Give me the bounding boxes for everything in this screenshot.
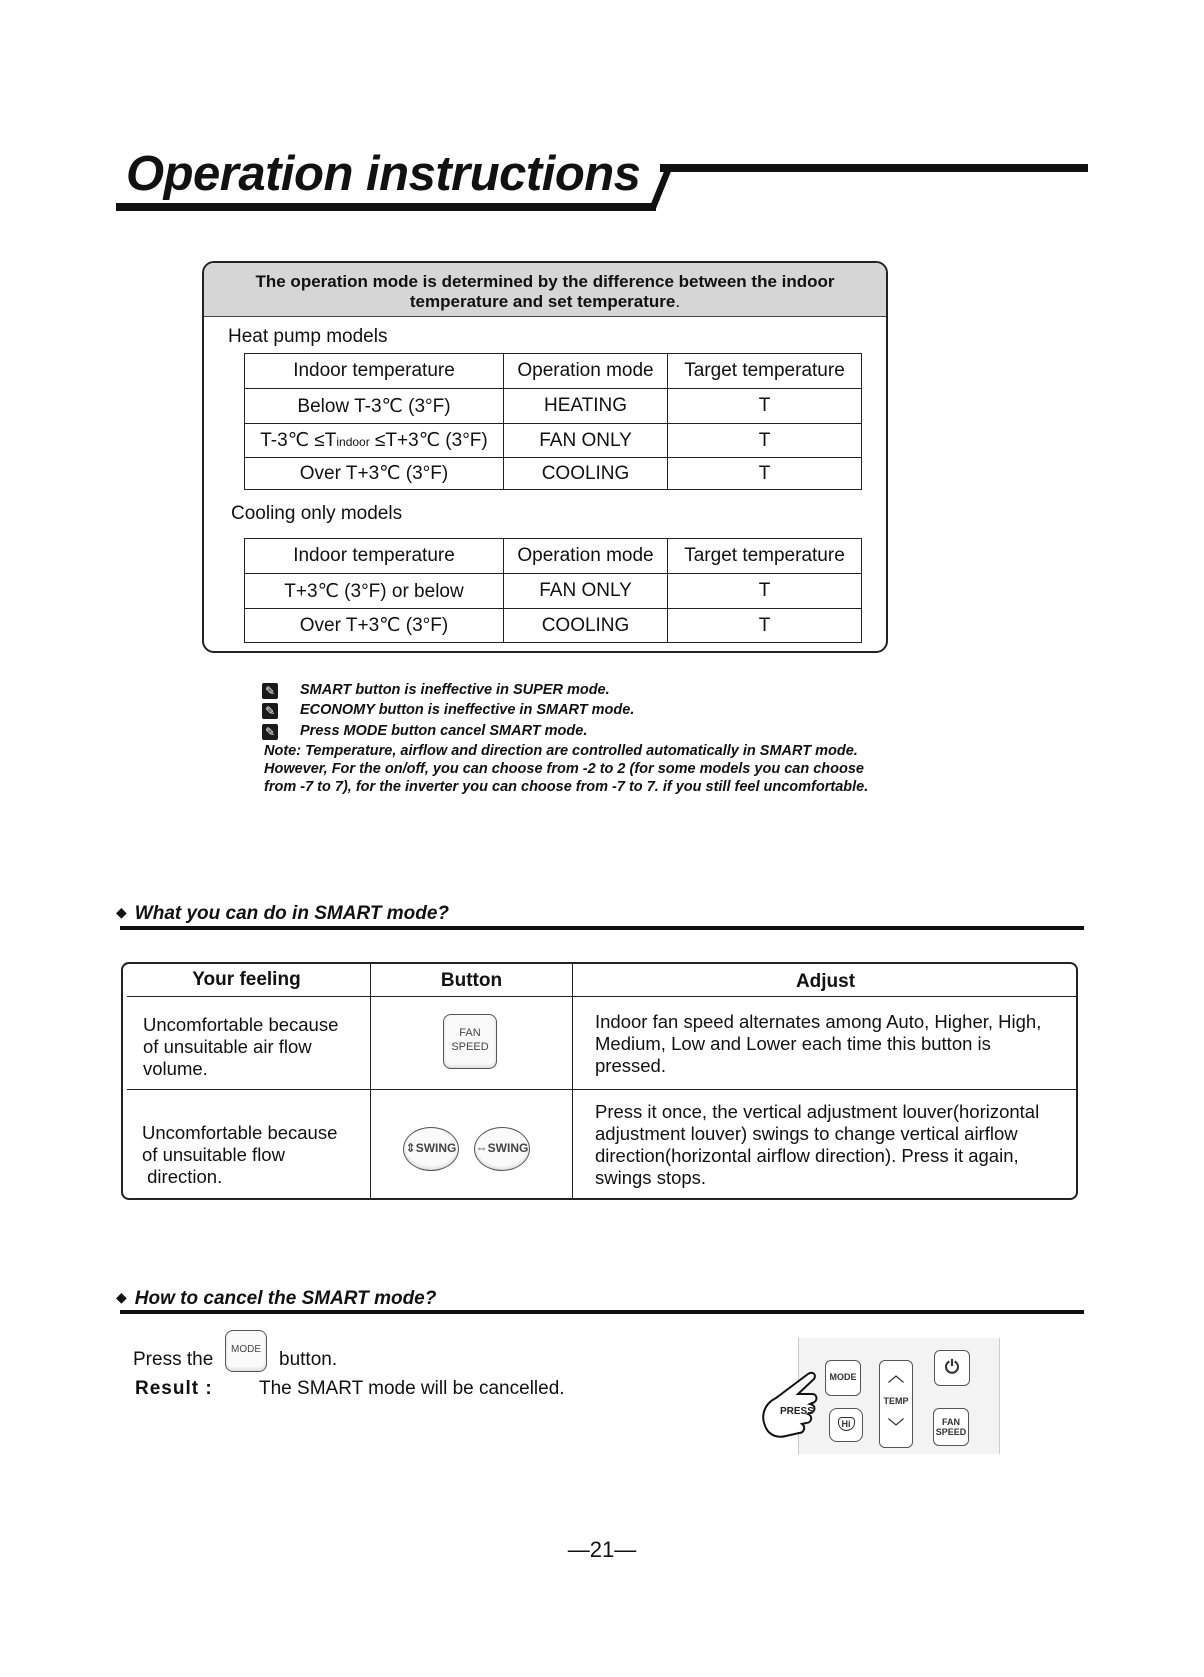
col-header-indoor: Indoor temperature <box>245 539 504 574</box>
feeling-line: Uncomfortable because <box>142 1122 338 1143</box>
adjust-line: Indoor fan speed alternates among Auto, Higher, High, <box>595 1011 1042 1032</box>
adjust-line: adjustment louver) swings to change vertical airflow <box>595 1123 1018 1144</box>
smart-mode-table <box>121 962 1078 1200</box>
diamond-bullet-icon: ◆ <box>116 1289 127 1305</box>
smart-section-heading <box>116 903 449 925</box>
col-header-target: Target temperature <box>668 354 862 389</box>
remote-fan-speed-button <box>933 1408 969 1446</box>
swing-vertical-button-icon: ⇕SWING <box>403 1127 459 1171</box>
remote-mode-button: MODE <box>825 1360 861 1396</box>
feeling-cell <box>143 1014 338 1080</box>
feeling-line: direction. <box>142 1166 223 1187</box>
fan-speed-button-line: FAN <box>459 1027 481 1039</box>
mode-box-header-line2 <box>204 292 886 312</box>
swing-button-label: SWING <box>487 1141 529 1155</box>
title-rule-right <box>660 164 1088 172</box>
adjust-line: swings stops. <box>595 1167 707 1188</box>
adjust-line: direction(horizontal airflow direction). Press it again, <box>595 1145 1019 1166</box>
column-divider <box>370 964 371 1198</box>
indoor-cell-part-b: ≤T+3℃ (3°F) <box>369 430 488 451</box>
smart-section-rule <box>120 926 1084 930</box>
row-divider <box>127 1089 1076 1090</box>
mode-cell: HEATING <box>504 389 668 424</box>
feeling-cell <box>142 1122 337 1188</box>
col-header-mode: Operation mode <box>504 539 668 574</box>
target-cell: T <box>668 424 862 458</box>
adjust-line: pressed. <box>595 1055 666 1076</box>
button-word-text: button. <box>279 1349 338 1370</box>
page-number <box>0 1537 1204 1563</box>
table-row <box>245 458 862 490</box>
shield-icon: Hi <box>838 1417 855 1431</box>
mode-box-header <box>204 263 886 317</box>
feeling-line: Uncomfortable because <box>143 1014 339 1035</box>
indoor-cell: Over T+3℃ (3°F) <box>245 458 504 490</box>
cooling-only-label: Cooling only models <box>231 503 403 524</box>
col-header-indoor: Indoor temperature <box>245 354 504 389</box>
note-item <box>262 682 962 702</box>
remote-temp-label: TEMP <box>883 1396 909 1406</box>
result-label: Result : <box>135 1378 213 1399</box>
indoor-cell: Below T-3℃ (3°F) <box>245 389 504 424</box>
table-row <box>245 574 862 609</box>
mode-box-header-line1: The operation mode is determined by the difference between the indoor <box>255 272 835 291</box>
fan-speed-button-icon <box>443 1014 497 1069</box>
page-number-value: 21 <box>589 1537 615 1562</box>
remote-temp-button <box>879 1360 913 1448</box>
adjust-cell <box>595 1101 1039 1189</box>
target-cell: T <box>668 458 862 490</box>
fan-speed-button-line: SPEED <box>451 1041 489 1053</box>
result-text: The SMART mode will be cancelled. <box>259 1378 565 1399</box>
mode-cell: FAN ONLY <box>504 424 668 458</box>
target-cell: T <box>668 574 862 609</box>
cooling-only-table <box>244 538 862 643</box>
target-cell: T <box>668 609 862 643</box>
note-item <box>262 702 962 722</box>
col-header-feeling: Your feeling <box>192 969 301 990</box>
feeling-line: volume. <box>143 1058 208 1079</box>
cancel-section-heading <box>116 1288 436 1310</box>
mode-button-icon: MODE <box>225 1330 267 1372</box>
note-line: from -7 to 7), for the inverter you can choose from -7 to 7. if you still feel uncomfortable. <box>264 779 869 795</box>
table-header-row <box>245 354 862 389</box>
mode-cell: COOLING <box>504 458 668 490</box>
note-paragraph <box>264 742 868 796</box>
chevron-down-icon: ﹀ <box>887 1419 904 1436</box>
target-cell: T <box>668 389 862 424</box>
swing-button-label: SWING <box>415 1141 457 1155</box>
indoor-cell: Over T+3℃ (3°F) <box>245 609 504 643</box>
note-line: However, For the on/off, you can choose from -2 to 2 (for some models you can choose <box>264 761 864 777</box>
heat-pump-label: Heat pump models <box>228 326 388 347</box>
note-item-text: ECONOMY button is ineffective in SMART mode. <box>300 702 635 718</box>
column-divider <box>572 964 573 1198</box>
remote-hi-button <box>829 1408 863 1442</box>
mode-box-header-line2-text: temperature and set temperature <box>409 292 676 311</box>
mode-cell: COOLING <box>504 609 668 643</box>
page-number-dash-right: — <box>614 1537 637 1562</box>
table-row <box>245 424 862 458</box>
mode-cell: FAN ONLY <box>504 574 668 609</box>
smart-section-heading-text: What you can do in SMART mode? <box>134 903 449 924</box>
title-underline <box>116 203 656 211</box>
table-row <box>245 609 862 643</box>
page-number-dash-left: — <box>567 1537 590 1562</box>
remote-fan-label: FAN <box>942 1417 960 1427</box>
table-header-row <box>245 539 862 574</box>
swing-horizontal-button-icon: ⇔SWING <box>474 1127 530 1171</box>
cancel-section-heading-text: How to cancel the SMART mode? <box>134 1288 437 1309</box>
note-check-icon: ✎ <box>262 703 278 719</box>
adjust-line: Press it once, the vertical adjustment louver(horizontal <box>595 1101 1040 1122</box>
indoor-subscript: indoor <box>336 435 370 449</box>
press-the-text: Press the <box>133 1349 214 1370</box>
mode-box-header-period: . <box>675 292 681 311</box>
note-line: Note: Temperature, airflow and direction are controlled automatically in SMART mode. <box>264 743 858 759</box>
page-title: Operation instructions <box>126 147 641 201</box>
heat-pump-table <box>244 353 862 490</box>
press-label: PRESS <box>780 1406 814 1417</box>
feeling-line: of unsuitable air flow <box>143 1036 312 1057</box>
col-header-mode: Operation mode <box>504 354 668 389</box>
col-header-button: Button <box>440 970 503 991</box>
note-item-text: SMART button is ineffective in SUPER mode. <box>300 682 610 698</box>
note-item-text: Press MODE button cancel SMART mode. <box>300 723 588 739</box>
col-header-adjust: Adjust <box>795 971 856 992</box>
col-header-target: Target temperature <box>668 539 862 574</box>
operation-mode-box <box>202 261 888 653</box>
diamond-bullet-icon: ◆ <box>116 904 127 920</box>
note-item <box>262 723 962 743</box>
row-divider <box>127 996 1076 997</box>
chevron-up-icon: ︿ <box>887 1368 904 1385</box>
indoor-cell: T+3℃ (3°F) or below <box>245 574 504 609</box>
table-row <box>245 389 862 424</box>
note-check-icon: ✎ <box>262 683 278 699</box>
power-icon: ⏻ <box>934 1350 970 1386</box>
indoor-cell <box>245 424 504 458</box>
indoor-cell-part-a: T-3℃ ≤T <box>260 430 337 451</box>
adjust-line: Medium, Low and Lower each time this button is <box>595 1033 991 1054</box>
cancel-section-rule <box>120 1310 1084 1314</box>
adjust-cell <box>595 1011 1041 1077</box>
note-check-icon: ✎ <box>262 724 278 740</box>
remote-speed-label: SPEED <box>935 1427 967 1437</box>
feeling-line: of unsuitable flow <box>142 1144 285 1165</box>
